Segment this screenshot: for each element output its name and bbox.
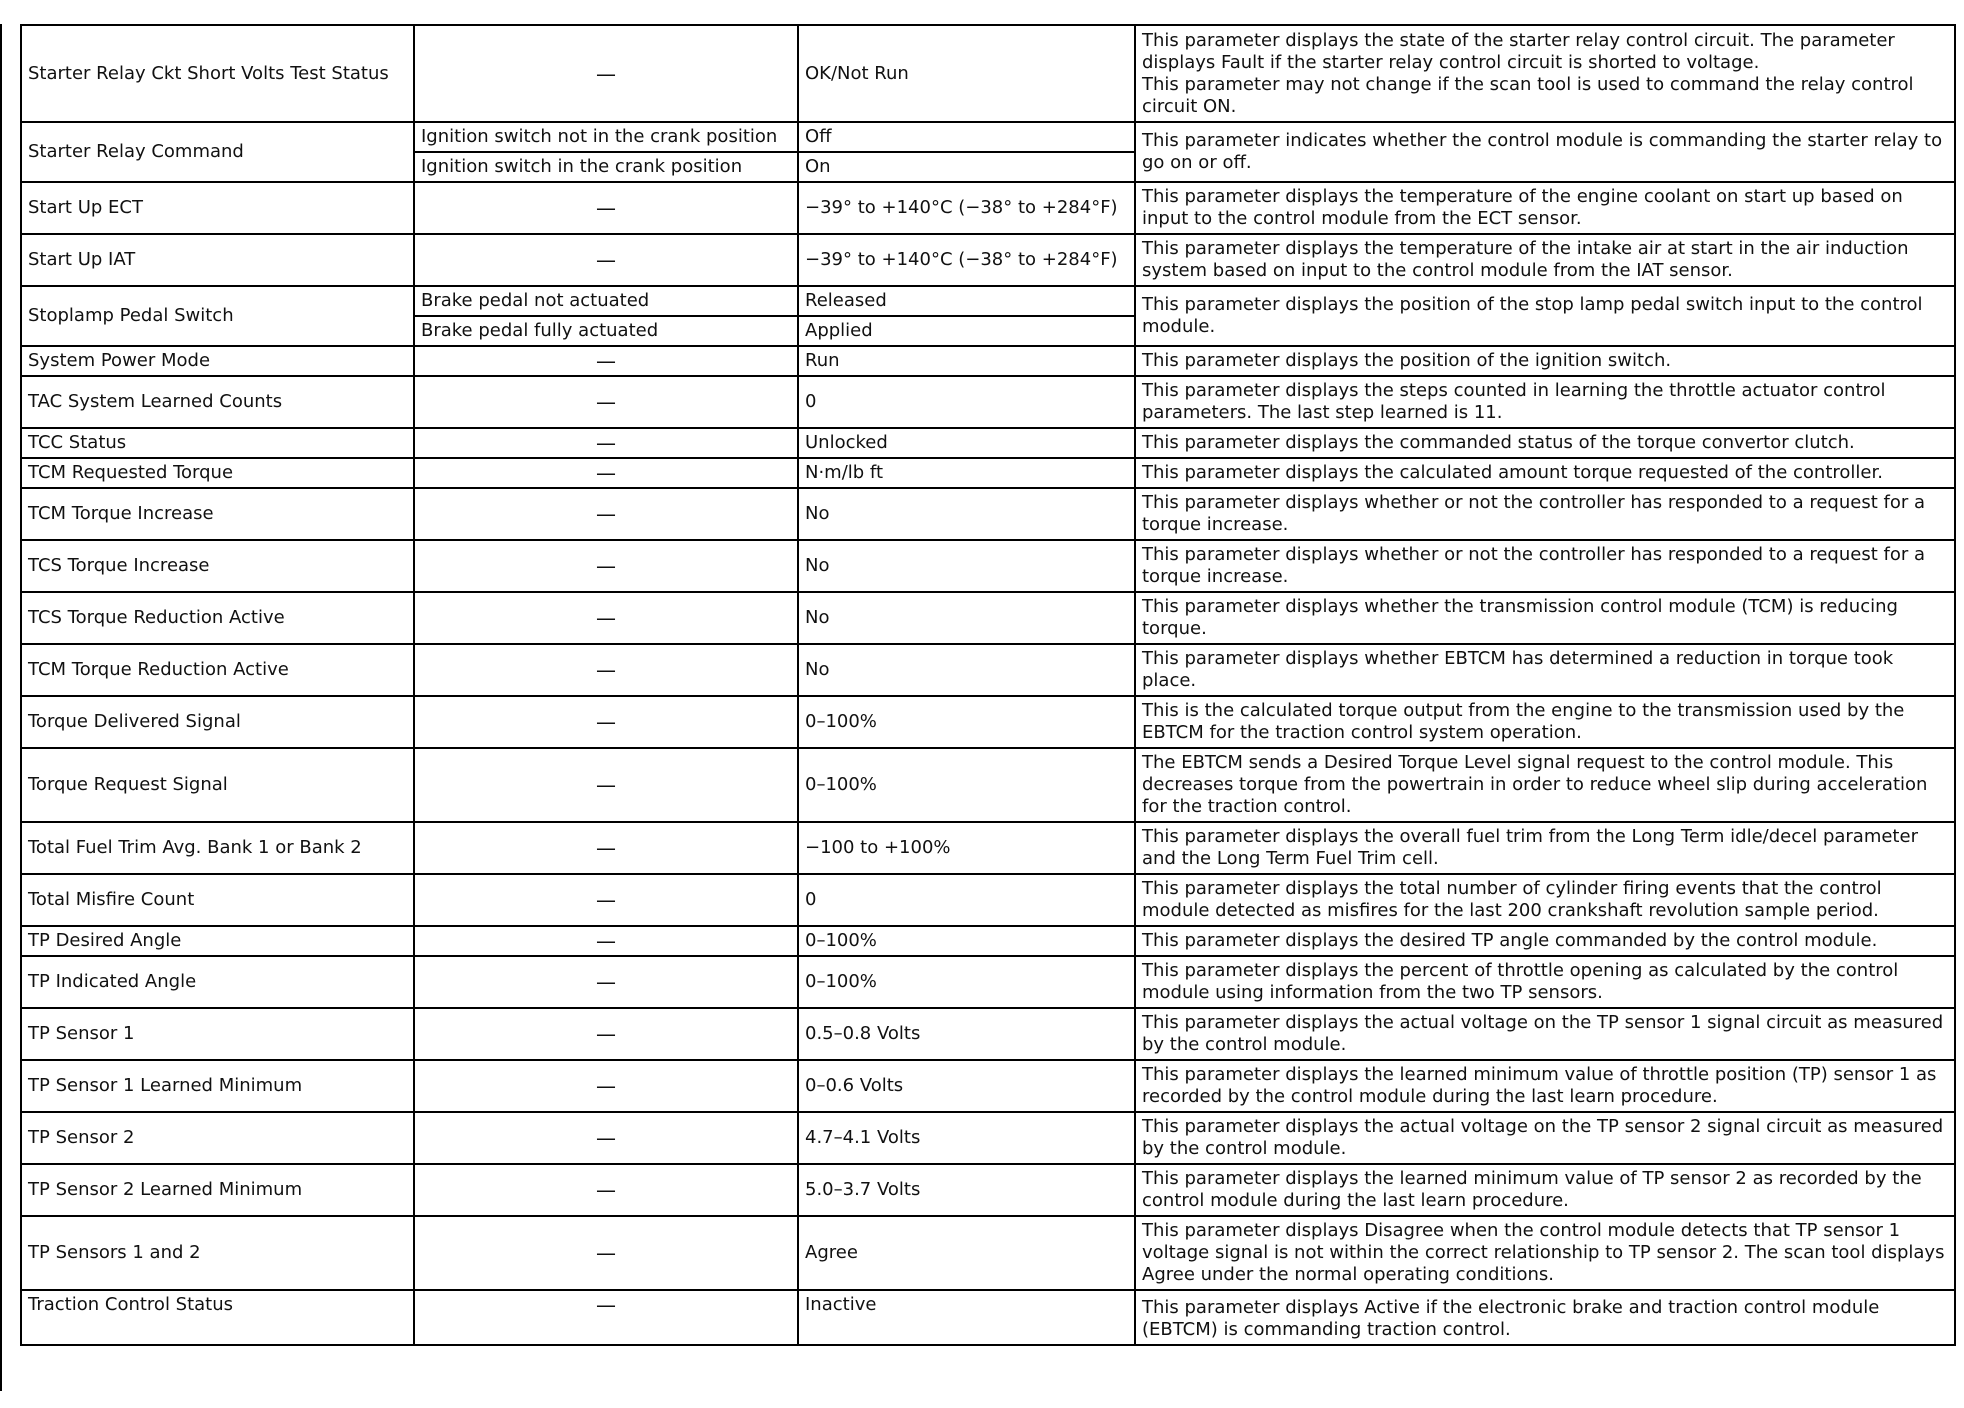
value-cell: Applied [798,316,1135,346]
condition-cell: — [414,592,798,644]
parameter-name: TP Sensor 1 [21,1008,414,1060]
table-row [21,926,1955,956]
condition-cell: — [414,1060,798,1112]
value-cell: On [798,152,1135,182]
condition-cell: — [414,926,798,956]
table-row [21,458,1955,488]
condition-cell: — [414,822,798,874]
table-row [21,874,1955,926]
condition-cell: — [414,1008,798,1060]
condition-cell: Brake pedal not actuated [414,286,798,316]
table-row [21,1008,1955,1060]
table-row [21,696,1955,748]
table-row [21,1060,1955,1112]
parameter-name: TP Sensor 2 [21,1112,414,1164]
description-cell: This parameter displays the position of the stop lamp pedal switch input to the control module. [1135,286,1955,346]
description-cell: This parameter displays Disagree when the control module detects that TP sensor 1 voltage signal is not within the correct relationship to TP sensor 2. The scan tool displays Agree under the normal operating conditions. [1135,1216,1955,1290]
parameter-table [20,24,1956,1346]
condition-cell: — [414,644,798,696]
parameter-name: Torque Delivered Signal [21,696,414,748]
value-cell: OK/Not Run [798,25,1135,122]
value-cell: 0–100% [798,956,1135,1008]
value-cell: −39° to +140°C (−38° to +284°F) [798,234,1135,286]
description-cell: The EBTCM sends a Desired Torque Level signal request to the control module. This decreases torque from the powertrain in order to reduce wheel slip during acceleration for the traction control. [1135,748,1955,822]
value-cell: Unlocked [798,428,1135,458]
table-row [21,540,1955,592]
value-cell: −39° to +140°C (−38° to +284°F) [798,182,1135,234]
table-row [21,234,1955,286]
description-cell: This parameter displays the desired TP angle commanded by the control module. [1135,926,1955,956]
description-cell: This parameter displays the calculated amount torque requested of the controller. [1135,458,1955,488]
description-cell: This parameter displays the temperature of the engine coolant on start up based on input to the control module from the ECT sensor. [1135,182,1955,234]
value-cell: No [798,644,1135,696]
parameter-name: TP Sensors 1 and 2 [21,1216,414,1290]
condition-cell: — [414,1216,798,1290]
parameter-name: TCS Torque Increase [21,540,414,592]
parameter-name: Torque Request Signal [21,748,414,822]
condition-cell: — [414,182,798,234]
value-cell: 0 [798,376,1135,428]
description-cell: This parameter displays the actual voltage on the TP sensor 1 signal circuit as measured by the control module. [1135,1008,1955,1060]
parameter-name: TCS Torque Reduction Active [21,592,414,644]
parameter-name: TCM Requested Torque [21,458,414,488]
parameter-name: Stoplamp Pedal Switch [21,286,414,346]
parameter-name: TP Sensor 1 Learned Minimum [21,1060,414,1112]
parameter-name: Start Up ECT [21,182,414,234]
parameter-name: Starter Relay Command [21,122,414,182]
description-cell: This parameter displays whether EBTCM has determined a reduction in torque took place. [1135,644,1955,696]
parameter-name: Traction Control Status [21,1290,414,1345]
value-cell: No [798,540,1135,592]
table-row [21,592,1955,644]
table-row [21,428,1955,458]
description-cell: This parameter displays the total number of cylinder firing events that the control module detected as misfires for the last 200 crankshaft revolution sample period. [1135,874,1955,926]
value-cell: 0–100% [798,696,1135,748]
value-cell: 0–100% [798,748,1135,822]
condition-cell: Ignition switch not in the crank position [414,122,798,152]
condition-cell: — [414,346,798,376]
parameter-name: TP Indicated Angle [21,956,414,1008]
parameter-name: Start Up IAT [21,234,414,286]
parameter-name: TCM Torque Reduction Active [21,644,414,696]
condition-cell: — [414,428,798,458]
condition-cell: Brake pedal fully actuated [414,316,798,346]
value-cell: Off [798,122,1135,152]
description-cell: This parameter indicates whether the control module is commanding the starter relay to go on or off. [1135,122,1955,182]
parameter-name: Total Fuel Trim Avg. Bank 1 or Bank 2 [21,822,414,874]
table-row [21,748,1955,822]
table-row [21,822,1955,874]
condition-cell: — [414,234,798,286]
value-cell: 4.7–4.1 Volts [798,1112,1135,1164]
table-row [21,1164,1955,1216]
value-cell: 0–100% [798,926,1135,956]
description-cell: This parameter displays whether the transmission control module (TCM) is reducing torque. [1135,592,1955,644]
condition-cell: — [414,696,798,748]
description-cell: This parameter displays the percent of throttle opening as calculated by the control module using information from the two TP sensors. [1135,956,1955,1008]
parameter-name: TCC Status [21,428,414,458]
table-row [21,1112,1955,1164]
condition-cell: — [414,874,798,926]
value-cell: −100 to +100% [798,822,1135,874]
condition-cell: — [414,488,798,540]
value-cell: No [798,592,1135,644]
condition-cell: — [414,540,798,592]
table-row [21,644,1955,696]
condition-cell: Ignition switch in the crank position [414,152,798,182]
description-cell: This parameter displays the steps counted in learning the throttle actuator control parameters. The last step learned is 11. [1135,376,1955,428]
table-row [21,1290,1955,1345]
parameter-name: Starter Relay Ckt Short Volts Test Status [21,25,414,122]
table-row [21,122,1955,152]
value-cell: No [798,488,1135,540]
description-cell: This parameter displays Active if the electronic brake and traction control module (EBTCM) is commanding traction control. [1135,1290,1955,1345]
condition-cell: — [414,376,798,428]
condition-cell: — [414,1164,798,1216]
table-row [21,286,1955,316]
condition-cell: — [414,25,798,122]
condition-cell: — [414,1290,798,1345]
value-cell: 0–0.6 Volts [798,1060,1135,1112]
table-row [21,956,1955,1008]
description-cell: This parameter displays the commanded status of the torque convertor clutch. [1135,428,1955,458]
value-cell: 0.5–0.8 Volts [798,1008,1135,1060]
description-cell: This parameter displays whether or not the controller has responded to a request for a torque increase. [1135,540,1955,592]
parameter-name: TCM Torque Increase [21,488,414,540]
parameter-name: Total Misfire Count [21,874,414,926]
condition-cell: — [414,1112,798,1164]
condition-cell: — [414,956,798,1008]
value-cell: Run [798,346,1135,376]
parameter-name: TP Sensor 2 Learned Minimum [21,1164,414,1216]
table-row [21,182,1955,234]
value-cell: Inactive [798,1290,1135,1345]
left-margin-rule [0,24,2,1391]
description-cell: This parameter displays whether or not the controller has responded to a request for a torque increase. [1135,488,1955,540]
value-cell: Agree [798,1216,1135,1290]
value-cell: Released [798,286,1135,316]
parameter-name: TAC System Learned Counts [21,376,414,428]
table-row [21,376,1955,428]
description-cell: This parameter displays the position of the ignition switch. [1135,346,1955,376]
condition-cell: — [414,748,798,822]
description-cell: This parameter displays the temperature of the intake air at start in the air induction system based on input to the control module from the IAT sensor. [1135,234,1955,286]
description-cell: This is the calculated torque output from the engine to the transmission used by the EBTCM for the traction control system operation. [1135,696,1955,748]
table-row [21,488,1955,540]
condition-cell: — [414,458,798,488]
value-cell: 5.0–3.7 Volts [798,1164,1135,1216]
value-cell: N·m/lb ft [798,458,1135,488]
table-row [21,346,1955,376]
description-cell: This parameter displays the overall fuel trim from the Long Term idle/decel parameter and the Long Term Fuel Trim cell. [1135,822,1955,874]
value-cell: 0 [798,874,1135,926]
parameter-name: System Power Mode [21,346,414,376]
description-cell: This parameter displays the learned minimum value of TP sensor 2 as recorded by the control module during the last learn procedure. [1135,1164,1955,1216]
description-cell [1135,25,1955,122]
description-cell: This parameter displays the actual voltage on the TP sensor 2 signal circuit as measured by the control module. [1135,1112,1955,1164]
table-row [21,1216,1955,1290]
description-text: This parameter displays the state of the starter relay control circuit. The parameter displays Fault if the starter relay control circuit is shorted to voltage. This parameter may not change if the scan tool is used to command the relay control circuit ON. [1142,29,1914,117]
description-cell: This parameter displays the learned minimum value of throttle position (TP) sensor 1 as recorded by the control module during the last learn procedure. [1135,1060,1955,1112]
parameter-name: TP Desired Angle [21,926,414,956]
table-row [21,25,1955,122]
